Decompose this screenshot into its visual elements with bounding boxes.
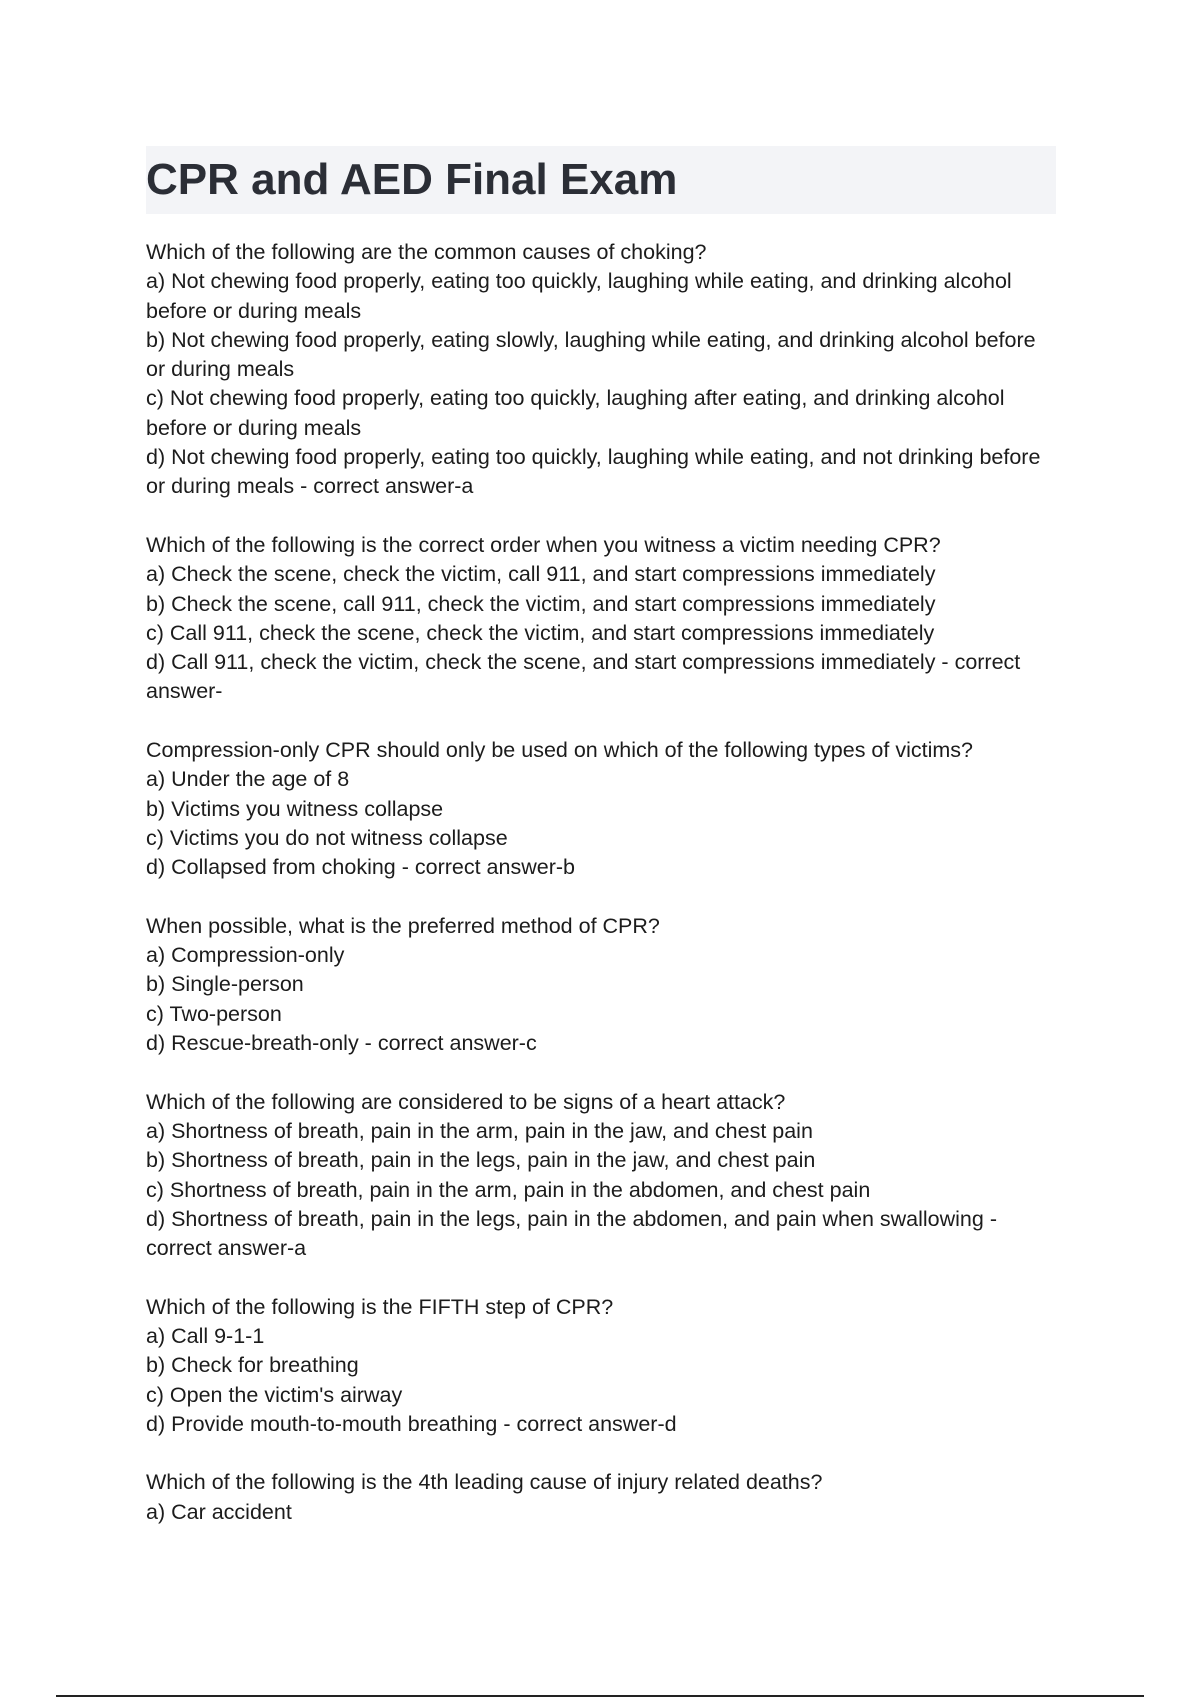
answer-option: a) Shortness of breath, pain in the arm, pain in the jaw, and chest pain — [146, 1118, 813, 1143]
answer-option: c) Not chewing food properly, eating too quickly, laughing after eating, and drinking alcohol before or during meals — [146, 386, 1005, 440]
answer-option: b) Victims you witness collapse — [146, 796, 444, 821]
answer-option: a) Call 9-1-1 — [146, 1323, 265, 1348]
question-block — [146, 736, 1056, 882]
answer-option: d) Provide mouth-to-mouth breathing - correct answer-d — [146, 1411, 677, 1436]
question-text: Compression-only CPR should only be used on which of the following types of victims? — [146, 738, 973, 763]
answer-option: b) Not chewing food properly, eating slowly, laughing while eating, and drinking alcohol before or during meals — [146, 327, 1036, 382]
question-text: Which of the following are considered to be signs of a heart attack? — [146, 1089, 786, 1114]
question-text: Which of the following is the 4th leading cause of injury related deaths? — [146, 1470, 823, 1495]
question-list — [146, 238, 1056, 1556]
question-text: When possible, what is the preferred method of CPR? — [146, 913, 660, 938]
question-block — [146, 1088, 1056, 1264]
answer-option: c) Call 911, check the scene, check the victim, and start compressions immediately — [146, 620, 935, 645]
answer-option: a) Compression-only — [146, 943, 345, 968]
answer-option: d) Call 911, check the victim, check the scene, and start compressions immediately - correct answer- — [146, 650, 1021, 704]
title-banner — [146, 146, 1056, 214]
answer-option: a) Under the age of 8 — [146, 767, 350, 792]
answer-option: a) Car accident — [146, 1499, 292, 1524]
answer-option: c) Victims you do not witness collapse — [146, 825, 508, 850]
question-block — [146, 912, 1056, 1058]
answer-option: d) Shortness of breath, pain in the legs, pain in the abdomen, and pain when swallowing - correct answer-a — [146, 1206, 997, 1261]
answer-option: a) Check the scene, check the victim, call 911, and start compressions immediately — [146, 562, 936, 587]
question-block — [146, 1468, 1056, 1527]
question-text: Which of the following is the correct order when you witness a victim needing CPR? — [146, 532, 941, 557]
question-block — [146, 531, 1056, 707]
answer-option: b) Shortness of breath, pain in the legs, pain in the jaw, and chest pain — [146, 1148, 816, 1173]
document-title: CPR and AED Final Exam — [146, 155, 678, 204]
answer-option: b) Check the scene, call 911, check the victim, and start compressions immediately — [146, 591, 936, 616]
answer-option: a) Not chewing food properly, eating too quickly, laughing while eating, and drinking alcohol before or during meals — [146, 269, 1012, 323]
question-block — [146, 238, 1056, 502]
answer-option: b) Check for breathing — [146, 1353, 359, 1378]
question-text: Which of the following is the FIFTH step of CPR? — [146, 1294, 614, 1319]
answer-option: d) Not chewing food properly, eating too quickly, laughing while eating, and not drinking before or during meals - correct answer-a — [146, 445, 1041, 499]
answer-option: b) Single-person — [146, 972, 304, 997]
question-text: Which of the following are the common causes of choking? — [146, 240, 707, 264]
answer-option: c) Shortness of breath, pain in the arm, pain in the abdomen, and chest pain — [146, 1177, 871, 1202]
answer-option: d) Rescue-breath-only - correct answer-c — [146, 1031, 537, 1056]
question-block — [146, 1293, 1056, 1439]
footer-divider — [56, 1695, 1144, 1697]
answer-option: d) Collapsed from choking - correct answer-b — [146, 855, 575, 880]
answer-option: c) Two-person — [146, 1001, 282, 1026]
answer-option: c) Open the victim's airway — [146, 1382, 403, 1407]
